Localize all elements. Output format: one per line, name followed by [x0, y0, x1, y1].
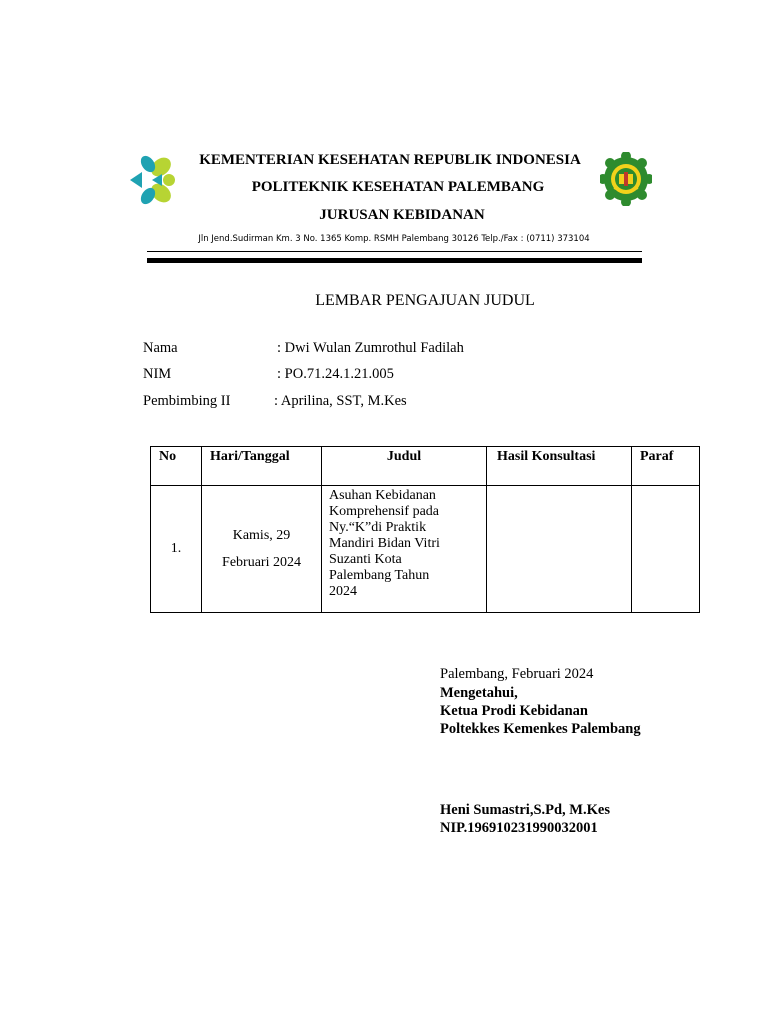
row-no: 1.: [151, 486, 202, 613]
signer-position-2: Poltekkes Kemenkes Palembang: [440, 721, 641, 737]
place-date: Palembang, Februari 2024: [440, 666, 594, 682]
header-no: No: [151, 447, 202, 486]
row-date-line2: Februari 2024: [222, 555, 301, 570]
signer-position-1: Ketua Prodi Kebidanan: [440, 703, 588, 719]
row-title-line: Suzanti Kota: [329, 552, 402, 567]
institution-address: Jln Jend.Sudirman Km. 3 No. 1365 Komp. RSMH Palembang 30126 Telp./Fax : (0711) 373104: [198, 234, 590, 244]
row-title-line: Komprehensif pada: [329, 504, 440, 519]
institution-name: POLITEKNIK KESEHATAN PALEMBANG: [251, 179, 545, 195]
row-title: [322, 486, 487, 613]
signer-nip: NIP.196910231990032001: [440, 820, 598, 836]
field-value: : Aprilina, SST, M.Kes: [274, 393, 407, 409]
header-divider-thick: [147, 258, 642, 263]
header-date: Hari/Tanggal: [202, 447, 322, 486]
ministry-name: KEMENTERIAN KESEHATAN REPUBLIK INDONESIA: [199, 152, 581, 168]
document-title: LEMBAR PENGAJUAN JUDUL: [315, 292, 535, 309]
consultation-table: [150, 446, 700, 613]
department-name: JURUSAN KEBIDANAN: [319, 207, 485, 223]
field-label: NIM: [143, 366, 172, 382]
acknowledged-label: Mengetahui,: [440, 685, 518, 701]
field-label: Pembimbing II: [143, 393, 231, 409]
signer-name: Heni Sumastri,S.Pd, M.Kes: [440, 802, 610, 818]
row-title-line: 2024: [329, 584, 357, 599]
row-title-line: Asuhan Kebidanan: [329, 488, 436, 503]
field-label: Nama: [143, 340, 178, 356]
field-value: : Dwi Wulan Zumrothul Fadilah: [277, 340, 464, 356]
row-title-line: Ny.“K”di Praktik: [329, 520, 427, 535]
row-date: [202, 486, 322, 613]
row-result: [487, 486, 632, 613]
header-title: Judul: [322, 447, 487, 486]
table-row: [151, 486, 700, 613]
row-signature: [632, 486, 700, 613]
row-title-line: Mandiri Bidan Vitri: [329, 536, 440, 551]
table-header-row: [151, 447, 700, 486]
header-result: Hasil Konsultasi: [487, 447, 632, 486]
header-divider-thin: [147, 251, 642, 252]
header-signature: Paraf: [632, 447, 700, 486]
row-date-line1: Kamis, 29: [232, 528, 291, 543]
field-value: : PO.71.24.1.21.005: [277, 366, 394, 382]
row-title-line: Palembang Tahun: [329, 568, 430, 583]
